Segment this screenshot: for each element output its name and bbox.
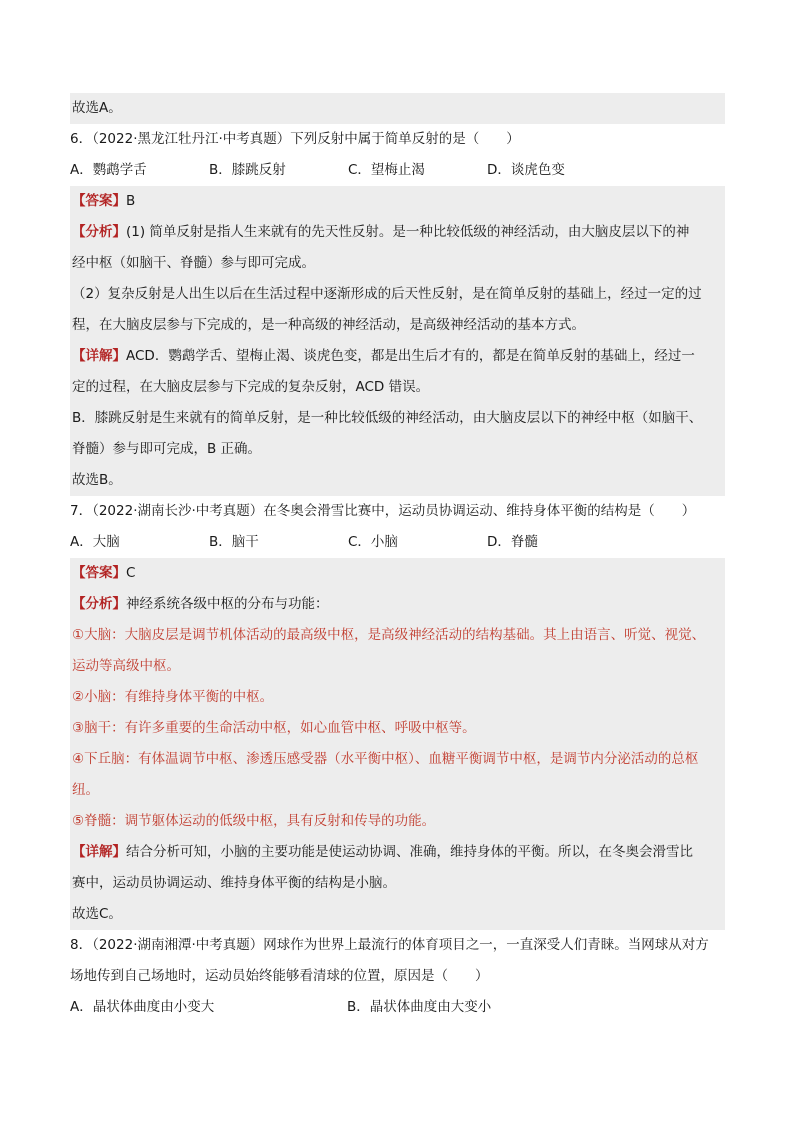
q6-detail-line-2: 定的过程，在大脑皮层参与下完成的复杂反射，ACD 错误。 (70, 372, 725, 403)
q6-answer (70, 186, 725, 217)
q7-stem: 7．（2022·湖南长沙·中考真题）在冬奥会滑雪比赛中，运动员协调运动、维持身体平衡的结构是（ ） (70, 503, 696, 519)
q6-answer-value: B (126, 193, 136, 209)
q5-conclusion: 故选A。 (70, 93, 725, 124)
q6-analysis-line-4: 程，在大脑皮层参与下完成的，是一种高级的神经活动，是高级神经活动的基本方式。 (70, 310, 725, 341)
q7-option-a: A．大脑 (70, 534, 120, 550)
q7-conclusion: 故选C。 (70, 899, 725, 930)
q6-option-c: C．望梅止渴 (348, 162, 425, 178)
detail-label: 【详解】 (72, 348, 126, 364)
q7-analysis-line-3: ②小脑：有维持身体平衡的中枢。 (70, 682, 725, 713)
q7-detail-line-1: 【详解】结合分析可知，小脑的主要功能是使运动协调、准确，维持身体的平衡。所以，在冬奥会滑雪比 (70, 837, 725, 868)
q7-analysis-line-4: ③脑干：有许多重要的生命活动中枢，如心血管中枢、呼吸中枢等。 (70, 713, 725, 744)
q6-option-d: D．谈虎色变 (487, 162, 565, 178)
q7-options (70, 527, 725, 558)
q8-stem-line-2: 场地传到自己场地时，运动员始终能够看清球的位置，原因是（ ） (70, 968, 489, 984)
q7-option-c: C．小脑 (348, 534, 398, 550)
q6-detail-line-4: 脊髓）参与即可完成，B 正确。 (70, 434, 725, 465)
answer-label: 【答案】 (72, 565, 126, 581)
q7-analysis-line-1: ①大脑：大脑皮层是调节机体活动的最高级中枢，是高级神经活动的结构基础。其上由语言、听觉、视觉、 (70, 620, 725, 651)
answer-label: 【答案】 (72, 193, 126, 209)
analysis-label: 【分析】 (72, 224, 126, 240)
q7-answer (70, 558, 725, 589)
q7-analysis-line-2: 运动等高级中枢。 (70, 651, 725, 682)
document-body (70, 93, 725, 1023)
q6-analysis-line-3: （2）复杂反射是人出生以后在生活过程中逐渐形成的后天性反射，是在简单反射的基础上，经过一定的过 (70, 279, 725, 310)
detail-label: 【详解】 (72, 844, 126, 860)
q7-analysis-line-7: ⑤脊髓：调节躯体运动的低级中枢，具有反射和传导的功能。 (70, 806, 725, 837)
q8-option-b: B．晶状体曲度由大变小 (347, 999, 492, 1015)
q8-option-a: A．晶状体曲度由小变大 (70, 999, 215, 1015)
analysis-label: 【分析】 (72, 596, 126, 612)
q7-analysis-intro: 【分析】神经系统各级中枢的分布与功能： (70, 589, 725, 620)
q6-detail-line-1: 【详解】ACD．鹦鹉学舌、望梅止渴、谈虎色变，都是出生后才有的，都是在简单反射的基础上，经过一 (70, 341, 725, 372)
q6-options (70, 155, 725, 186)
q6-option-b: B．膝跳反射 (209, 162, 286, 178)
q6-conclusion: 故选B。 (70, 465, 725, 496)
q8-options (70, 992, 725, 1023)
q6-analysis-line-2: 经中枢（如脑干、脊髓）参与即可完成。 (70, 248, 725, 279)
q7-option-b: B．脑干 (209, 534, 259, 550)
q7-answer-value: C (126, 565, 136, 581)
q7-analysis-line-6: 纽。 (70, 775, 725, 806)
q6-analysis-line-1: 【分析】(1) 简单反射是指人生来就有的先天性反射。是一种比较低级的神经活动，由大脑皮层以下的神 (70, 217, 725, 248)
q6-option-a: A．鹦鹉学舌 (70, 162, 147, 178)
q7-option-d: D．脊髓 (487, 534, 538, 550)
q6-stem: 6．（2022·黑龙江牡丹江·中考真题）下列反射中属于简单反射的是（ ） (70, 131, 520, 147)
q7-analysis-line-5: ④下丘脑：有体温调节中枢、渗透压感受器（水平衡中枢）、血糖平衡调节中枢，是调节内分泌活动的总枢 (70, 744, 725, 775)
q6-detail-line-3: B．膝跳反射是生来就有的简单反射，是一种比较低级的神经活动，由大脑皮层以下的神经中枢（如脑干、 (70, 403, 725, 434)
q7-detail-line-2: 赛中，运动员协调运动、维持身体平衡的结构是小脑。 (70, 868, 725, 899)
q8-stem-line-1: 8．（2022·湖南湘潭·中考真题）网球作为世界上最流行的体育项目之一，一直深受人们青睐。当网球从对方 (70, 937, 709, 953)
